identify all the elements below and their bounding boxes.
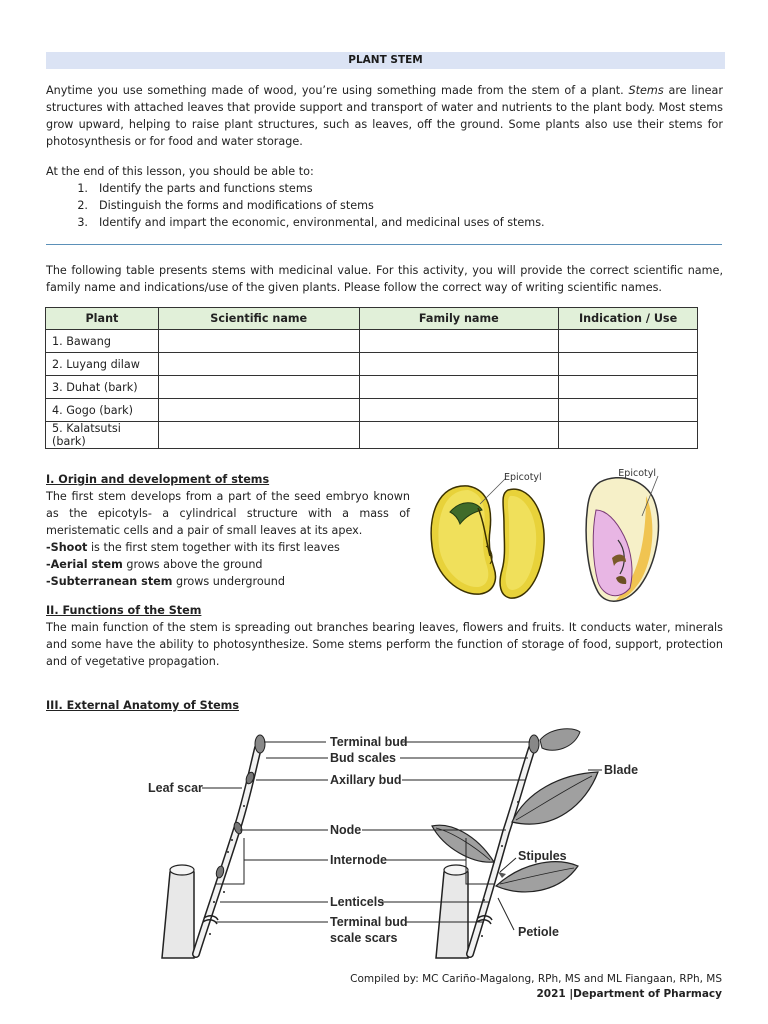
section-heading-origin: I. Origin and development of stems	[46, 473, 270, 486]
family-name-cell[interactable]	[359, 376, 559, 399]
label-lenticels: Lenticels	[330, 895, 385, 909]
objectives-lead: At the end of this lesson, you should be able to:	[46, 165, 314, 178]
family-name-cell[interactable]	[359, 399, 559, 422]
objective-number: 1.	[77, 182, 88, 195]
label-terminal-bud-scale-scars-2: scale scars	[330, 931, 398, 945]
intro-text-2: are linear structures with attached leaves that provide support and transport of water and nutrients to the plant body. Most stems grow upward, helping to raise plant structures, such as leaves, off the ground. Some plants also use their stems for photosynthesis or for food and water storage.	[46, 84, 723, 148]
scientific-name-cell[interactable]	[158, 399, 359, 422]
table-row	[46, 399, 698, 422]
medicinal-stems-table	[45, 307, 698, 449]
section-heading-functions: II. Functions of the Stem	[46, 604, 202, 617]
epicotyl-label-left: Epicotyl	[504, 472, 542, 483]
table-row	[46, 330, 698, 353]
indication-cell[interactable]	[559, 422, 698, 449]
seed-embryo-figure	[420, 460, 670, 608]
functions-text: The main function of the stem is spreading out branches bearing leaves, flowers and fruits. It conducts water, minerals and some have the ability to photosynthesize. Some stems perform the function of storage of food, support, protection and of vegetative propagation.	[46, 621, 723, 668]
label-terminal-bud: Terminal bud	[330, 735, 408, 749]
label-blade: Blade	[604, 763, 639, 777]
col-header-plant: Plant	[46, 308, 159, 330]
indication-cell[interactable]	[559, 353, 698, 376]
def-term: -Subterranean stem	[46, 575, 173, 588]
section-origin	[46, 471, 410, 590]
bean-seed-illustration	[431, 478, 544, 598]
scientific-name-cell[interactable]	[158, 422, 359, 449]
def-shoot	[46, 539, 410, 556]
leafy-twig-illustration	[432, 729, 598, 958]
plant-cell: 2. Luyang dilaw	[46, 353, 159, 376]
label-leader-lines	[202, 742, 602, 930]
plant-cell: 4. Gogo (bark)	[46, 399, 159, 422]
scientific-name-cell[interactable]	[158, 353, 359, 376]
def-desc: grows underground	[172, 575, 285, 588]
stem-anatomy-diagram	[140, 722, 660, 962]
objective-text: Identify the parts and functions stems	[99, 182, 313, 195]
family-name-cell[interactable]	[359, 422, 559, 449]
scientific-name-cell[interactable]	[158, 376, 359, 399]
def-desc: is the first stem together with its first leaves	[87, 541, 340, 554]
page-title: PLANT STEM	[46, 52, 725, 69]
footer-department: 2021 |Department of Pharmacy	[536, 988, 722, 1000]
section-divider	[46, 244, 722, 245]
intro-emphasis: Stems	[628, 84, 664, 97]
def-desc: grows above the ground	[122, 558, 263, 571]
plant-cell: 1. Bawang	[46, 330, 159, 353]
def-subterranean-stem	[46, 573, 410, 590]
family-name-cell[interactable]	[359, 353, 559, 376]
epicotyl-pointer	[480, 478, 506, 504]
label-node: Node	[330, 823, 362, 837]
label-internode: Internode	[330, 853, 387, 867]
origin-text: The first stem develops from a part of the seed embryo known as the epicotyls- a cylindrical structure with a mass of meristematic cells and a pair of small leaves at its apex.	[46, 490, 410, 537]
scientific-name-cell[interactable]	[158, 330, 359, 353]
table-row	[46, 422, 698, 449]
family-name-cell[interactable]	[359, 330, 559, 353]
objectives-list	[46, 180, 723, 231]
activity-instructions: The following table presents stems with medicinal value. For this activity, you will provide the correct scientific name, family name and indications/use of the given plants. Please follow the correct way of writing scientific names.	[46, 264, 723, 294]
objective-item	[46, 214, 723, 231]
objective-item	[46, 197, 723, 214]
def-term: -Shoot	[46, 541, 88, 554]
label-petiole: Petiole	[518, 925, 559, 939]
objective-item	[46, 180, 723, 197]
objective-number: 2.	[77, 199, 88, 212]
footer-compiled-by: Compiled by: MC Cariño-Magalong, RPh, MS and ML Fiangaan, RPh, MS	[350, 973, 722, 985]
objective-text: Identify and impart the economic, environmental, and medicinal uses of stems.	[99, 216, 545, 229]
label-stipules: Stipules	[518, 849, 567, 863]
indication-cell[interactable]	[559, 330, 698, 353]
objective-text: Distinguish the forms and modifications of stems	[99, 199, 374, 212]
label-leaf-scar: Leaf scar	[148, 781, 203, 795]
objectives	[46, 163, 723, 231]
label-axillary-bud: Axillary bud	[330, 773, 402, 787]
label-bud-scales: Bud scales	[330, 751, 397, 765]
indication-cell[interactable]	[559, 376, 698, 399]
epicotyl-label-right: Epicotyl	[618, 468, 656, 479]
col-header-scientific-name: Scientific name	[158, 308, 359, 330]
table-row	[46, 376, 698, 399]
table-row	[46, 353, 698, 376]
plant-cell: 5. Kalatsutsi (bark)	[46, 422, 159, 449]
def-term: -Aerial stem	[46, 558, 123, 571]
dormant-twig-illustration	[162, 735, 265, 958]
indication-cell[interactable]	[559, 399, 698, 422]
plant-cell: 3. Duhat (bark)	[46, 376, 159, 399]
label-terminal-bud-scale-scars-1: Terminal bud	[330, 915, 408, 929]
table-header-row	[46, 308, 698, 330]
corn-seed-illustration	[586, 476, 658, 601]
objective-number: 3.	[77, 216, 88, 229]
col-header-indication: Indication / Use	[559, 308, 698, 330]
intro-text-1: Anytime you use something made of wood, you’re using something made from the stem of a plant.	[46, 84, 629, 97]
def-aerial-stem	[46, 556, 410, 573]
section-heading-external-anatomy: III. External Anatomy of Stems	[46, 699, 239, 712]
intro-paragraph	[46, 82, 723, 150]
section-functions	[46, 602, 723, 670]
col-header-family-name: Family name	[359, 308, 559, 330]
